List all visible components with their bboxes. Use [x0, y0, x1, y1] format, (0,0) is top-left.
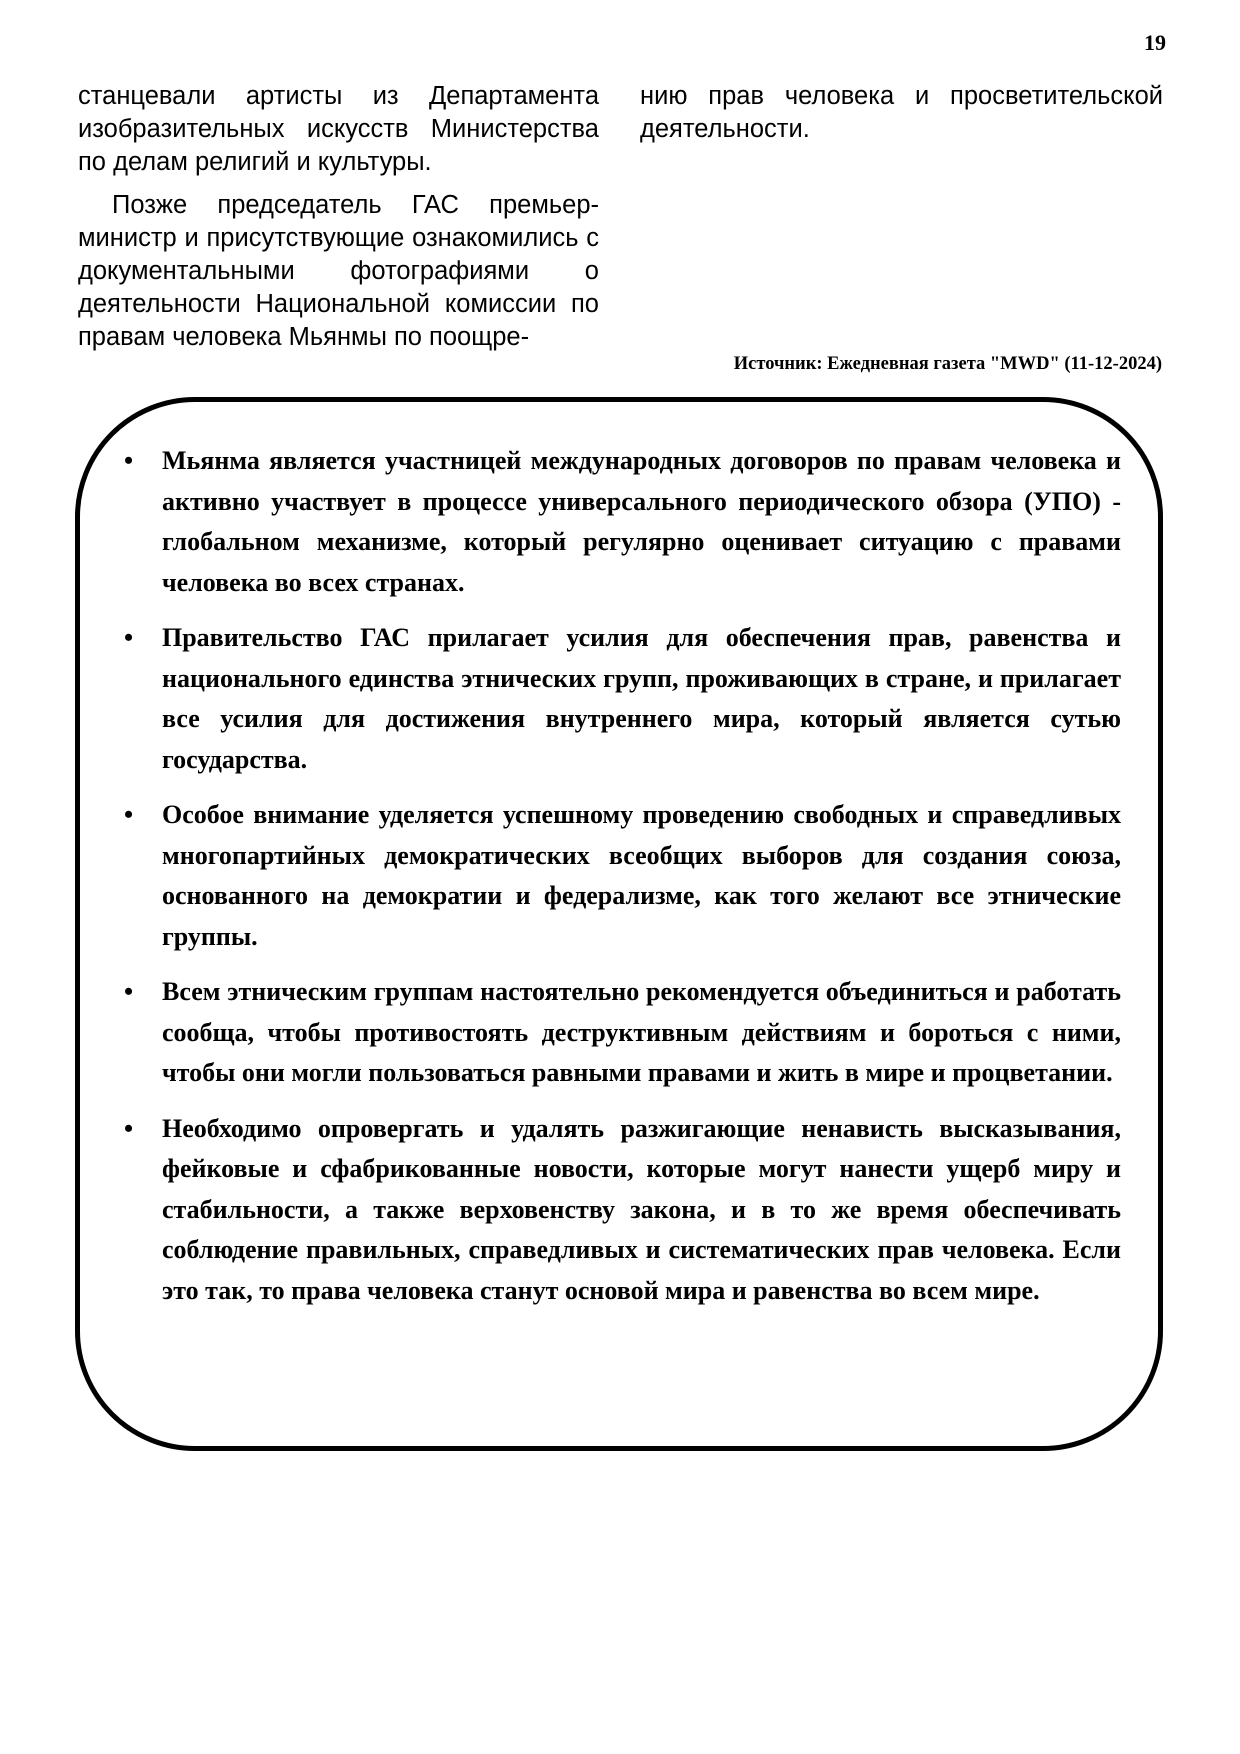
bullet-text: Всем этническим группам настоятельно рекомендуется объединиться и работать сообща, чтобы противостоять деструктивным действиям и бороться с ними, чтобы они могли пользоваться равными правами и жить в мире и процветании.	[162, 977, 1121, 1087]
article-paragraph: станцевали артисты из Департамента изобразительных искусств Министерства по делам религий и культуры.	[78, 82, 599, 176]
bullet-item	[124, 441, 1121, 603]
source-citation: Источник: Ежедневная газета "MWD" (11-12-2024)	[733, 354, 1162, 374]
bullet-text: Правительство ГАС прилагает усилия для обеспечения прав, равенства и национального единства этнических групп, проживающих в стране, и прилагает все усилия для достижения внутреннего мира, который является сутью государства.	[162, 623, 1121, 774]
bullet-icon: •	[124, 800, 134, 829]
bullet-text: Необходимо опровергать и удалять разжигающие ненависть высказывания, фейковые и сфабрикованные новости, которые могут нанести ущерб миру и стабильности, а также верховенству закона, и в то же время обеспечивать соблюдение правильных, справедливых и систематических прав человека. Если это так, то права человека станут основой мира и равенства во всем мире.	[162, 1113, 1121, 1305]
bullet-item	[124, 972, 1121, 1094]
bullet-icon: •	[124, 446, 134, 475]
article-left-column	[78, 80, 599, 364]
bullet-text: Мьянма является участницей международных договоров по правам человека и активно участвует в процессе универсального периодического обзора (УПО) - глобальном механизме, который регулярно оценивает ситуацию с правами человека во всех странах.	[162, 446, 1121, 597]
article-paragraph: нию прав человека и просветительской деятельности.	[640, 82, 1163, 143]
article-right-column	[640, 80, 1163, 156]
page-number: 19	[1144, 30, 1166, 55]
bullet-icon: •	[124, 1113, 134, 1143]
bullet-text: Особое внимание уделяется успешному проведению свободных и справедливых многопартийных демократических всеобщих выборов для создания союза, основанного на демократии и федерализме, как того желают все этнические группы.	[162, 800, 1121, 951]
bullet-item	[124, 1109, 1121, 1312]
callout-bullet-list	[124, 441, 1121, 1326]
bullet-item	[124, 618, 1121, 780]
bullet-item	[124, 795, 1121, 957]
bullet-icon: •	[124, 977, 134, 1006]
article-paragraph: Позже председатель ГАС премьер-министр и присутствующие ознакомились с документальными фотографиями о деятельности Национальной комиссии по правам человека Мьянмы по поощре-	[78, 191, 599, 351]
bullet-icon: •	[124, 623, 134, 652]
